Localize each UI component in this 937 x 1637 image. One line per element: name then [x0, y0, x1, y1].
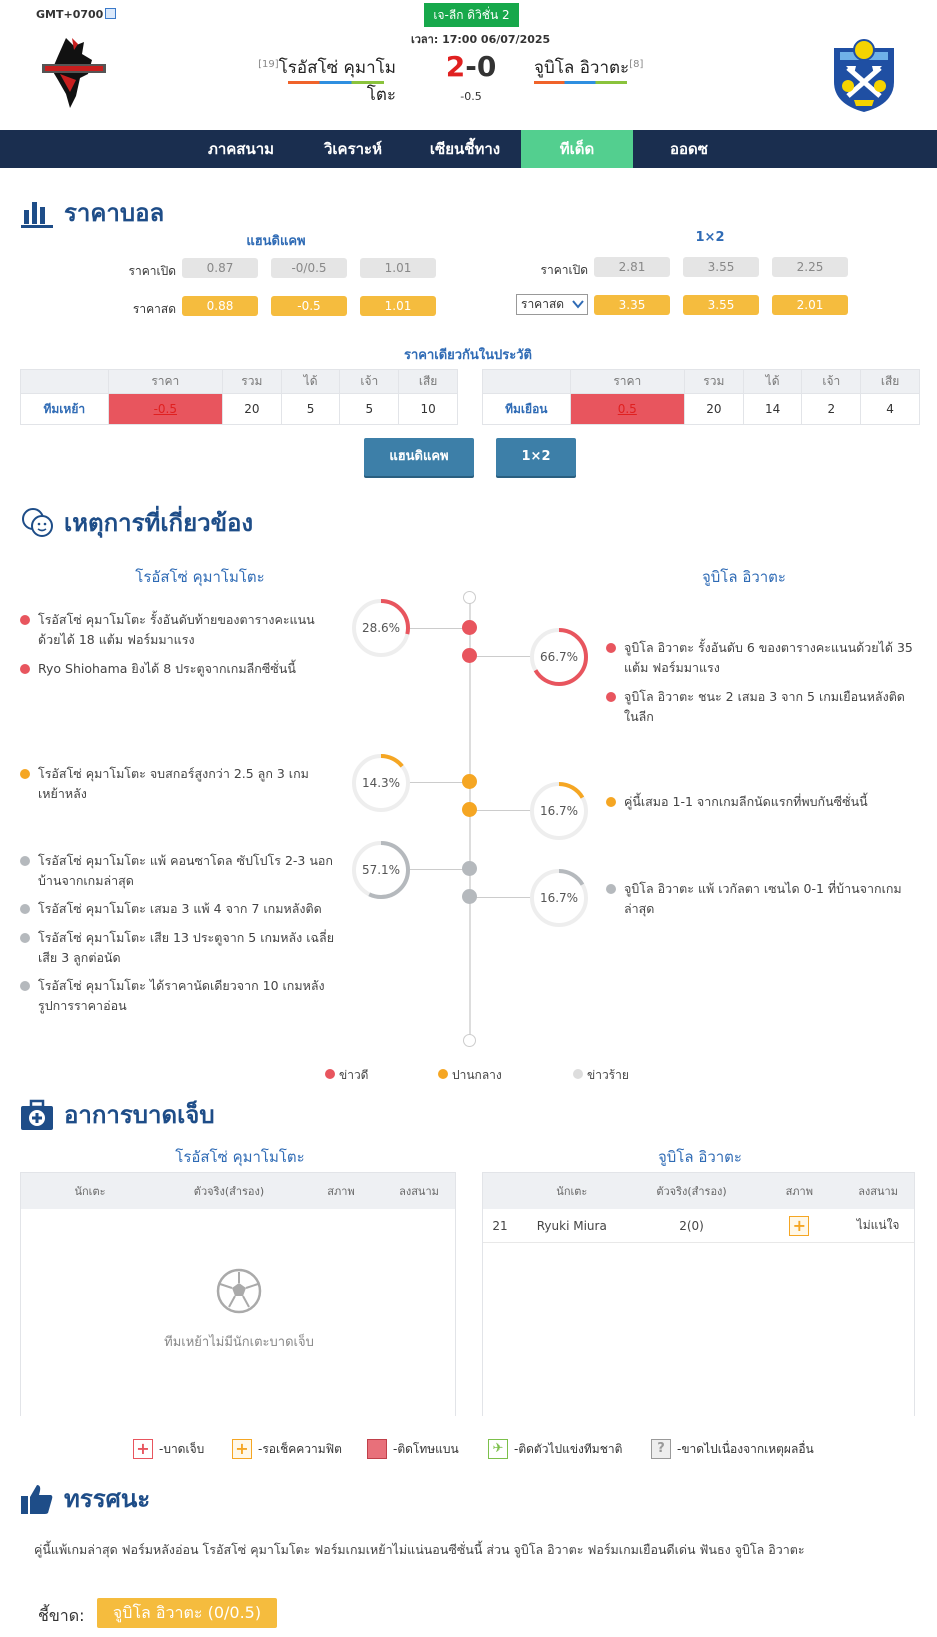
timeline-end-dot	[463, 1034, 476, 1047]
history-col-price: ราคา	[108, 370, 222, 394]
history-col-team	[21, 370, 109, 394]
x12-open-draw: 3.55	[683, 257, 759, 277]
event-item: คู่นี้เสมอ 1-1 จากเกมลีกนัดแรกที่พบกันซีซั่นนี้	[606, 792, 916, 812]
tab-odds[interactable]: ออดซ	[670, 140, 708, 158]
key-suspended: -ติดโทษแบน	[367, 1439, 459, 1459]
tip-label: ชี้ขาด:	[38, 1606, 85, 1625]
timeline-dot-bad	[462, 889, 477, 904]
history-price-link[interactable]: 0.5	[570, 394, 684, 425]
event-item: โรอัสโซ่ คุมาโมโตะ รั้งอันดับท้ายของตารางคะแนนด้วยได้ 18 แต้ม ฟอร์มมาแรง	[20, 610, 335, 650]
injury-home-name: โรอัสโซ่ คุมาโมโตะ	[175, 1148, 305, 1166]
bad-dot	[20, 933, 30, 943]
away-team-logo[interactable]	[826, 38, 902, 114]
bad-dot	[20, 856, 30, 866]
tab-analysis[interactable]: วิเคราะห์	[323, 140, 382, 158]
history-team: ทีมเยือน	[483, 394, 571, 425]
events-section-title: เหตุการที่เกี่ยวข้อง	[20, 503, 253, 542]
home-team-logo[interactable]	[36, 34, 112, 110]
history-subtitle: ราคาเดียวกันในประวัติ	[403, 348, 533, 363]
bad-dot	[573, 1069, 583, 1079]
medical-kit-icon	[20, 1098, 54, 1132]
history-lose: 4	[861, 394, 920, 425]
history-col-price: ราคา	[570, 370, 684, 394]
neutral-dot	[606, 797, 616, 807]
opinion-text: คู่นี้แพ้เกมล่าสุด ฟอร์มหลังอ่อน โรอัสโซ่ คุมาโมโตะ ฟอร์มเกมเหย้าไม่แน่นอนซีซั่นนี้ ส่วน จูบิโล อิวาตะ ฟอร์มเกมเยือนดีเด่น ฟันธง จูบิโล อิวาตะ	[34, 1542, 805, 1557]
fitness-check-icon: +	[789, 1216, 809, 1236]
no-injury-message: ทีมเหย้าไม่มีนักเตะบาดเจ็บ	[164, 1335, 314, 1350]
history-team: ทีมเหย้า	[21, 394, 109, 425]
x12-live-draw: 3.55	[683, 295, 759, 315]
timeline-dot-good	[462, 620, 477, 635]
hcp-open-away: 1.01	[360, 258, 436, 278]
main-nav	[0, 130, 937, 168]
injured-icon: +	[133, 1439, 153, 1459]
x12-live-home: 3.35	[594, 295, 670, 315]
table-row	[483, 394, 920, 425]
hcp-live-away: 1.01	[360, 296, 436, 316]
thumbs-up-icon	[20, 1482, 54, 1516]
x12-open-away: 2.25	[772, 257, 848, 277]
event-item: จูบิโล อิวาตะ รั้งอันดับ 6 ของตารางคะแนนด้วยได้ 35 แต้ม ฟอร์มมาแรง	[606, 638, 916, 678]
col-play: ลงสนาม	[858, 1185, 898, 1198]
ring-label: 66.7%	[539, 650, 579, 664]
plane-icon: ✈	[488, 1439, 508, 1459]
tab-expert[interactable]: เซียนชี้ทาง	[429, 140, 501, 158]
history-col-total: รวม	[684, 370, 743, 394]
col-apps: ตัวจริง(สำรอง)	[193, 1185, 265, 1198]
history-col-draw: เจ้า	[802, 370, 861, 394]
history-table-away	[482, 369, 920, 425]
event-item: โรอัสโซ่ คุมาโมโตะ เสีย 13 ประตูจาก 5 เกมหลัง เฉลี่ยเสีย 3 ลูกต่อนัด	[20, 928, 335, 968]
timezone-selector[interactable]: GMT+0700	[36, 8, 116, 21]
question-icon: ?	[651, 1439, 671, 1459]
table-header	[21, 1173, 455, 1209]
x12-open-label: ราคาเปิด	[540, 263, 588, 277]
col-player: นักเตะ	[556, 1185, 588, 1198]
col-apps: ตัวจริง(สำรอง)	[656, 1185, 727, 1198]
x12-price-select[interactable]: ราคาสด	[516, 294, 588, 315]
hcp-open-label: ราคาเปิด	[128, 264, 176, 278]
history-col-win: ได้	[281, 370, 340, 394]
player-apps: 2(0)	[679, 1218, 704, 1233]
good-dot	[20, 664, 30, 674]
history-draw: 2	[802, 394, 861, 425]
x12-open-home: 2.81	[594, 257, 670, 277]
event-item: โรอัสโซ่ คุมาโมโตะ แพ้ คอนซาโดล ซัปโปโร 2-3 นอกบ้านจากเกมล่าสุด	[20, 851, 335, 891]
tab-field[interactable]: ภาคสนาม	[207, 140, 275, 158]
key-other-reason: ? -ขาดไปเนื่องจากเหตุผลอื่น	[651, 1439, 814, 1459]
ring-label: 16.7%	[539, 891, 579, 905]
col-play: ลงสนาม	[399, 1185, 439, 1198]
event-item: จูบิโล อิวาตะ แพ้ เวกัลตา เซนได 0-1 ที่บ้านจากเกมล่าสุด	[606, 879, 916, 919]
ring-label: 14.3%	[361, 776, 401, 790]
handicap-value: -0.5	[460, 90, 482, 103]
x12-button[interactable]: 1×2	[496, 438, 576, 476]
key-injured: + -บาดเจ็บ	[133, 1439, 204, 1459]
good-dot	[20, 615, 30, 625]
history-col-team	[483, 370, 571, 394]
hcp-live-line: -0.5	[271, 296, 347, 316]
injuries-section-title: อาการบาดเจ็บ	[20, 1095, 215, 1134]
event-item: จูบิโล อิวาตะ ชนะ 2 เสมอ 3 จาก 5 เกมเยือนหลังติดในลีก	[606, 687, 916, 727]
x12-subtitle: 1×2	[695, 230, 725, 245]
player-name[interactable]: Ryuki Miura	[536, 1218, 607, 1233]
football-icon	[215, 1267, 263, 1315]
ring-label: 28.6%	[361, 621, 401, 635]
bad-dot	[20, 981, 30, 991]
legend-neutral: ปานกลาง	[438, 1066, 502, 1085]
injury-table-home	[20, 1172, 456, 1416]
event-item: โรอัสโซ่ คุมาโมโตะ ได้ราคานัดเดียวจาก 10 เกมหลัง รูปการราคาอ่อน	[20, 976, 335, 1016]
ring-label: 16.7%	[539, 804, 579, 818]
connector-line	[476, 656, 531, 657]
hcp-open-line: -0/0.5	[271, 258, 347, 278]
player-play: ไม่แน่ใจ	[856, 1218, 900, 1232]
events-home-name: โรอัสโซ่ คุมาโมโตะ	[135, 568, 265, 586]
handicap-subtitle: แฮนดิแคพ	[246, 234, 306, 249]
match-header	[0, 0, 937, 130]
history-total: 20	[684, 394, 743, 425]
ring-label: 57.1%	[361, 863, 401, 877]
key-national-team: ✈ -ติดตัวไปแข่งทีมชาติ	[488, 1439, 622, 1459]
event-item: โรอัสโซ่ คุมาโมโตะ เสมอ 3 แพ้ 4 จาก 7 เกมหลังติด	[20, 899, 335, 919]
x12-live-away: 2.01	[772, 295, 848, 315]
legend-bad: ข่าวร้าย	[573, 1066, 629, 1085]
timeline-start-dot	[463, 591, 476, 604]
table-row	[21, 394, 458, 425]
timeline-dot-neutral	[462, 774, 477, 789]
history-total: 20	[222, 394, 281, 425]
injury-away-name: จูบิโล อิวาตะ	[658, 1148, 742, 1166]
history-table-home	[20, 369, 458, 425]
odds-section-title: ราคาบอล	[20, 193, 164, 232]
connector-line	[476, 897, 531, 898]
col-status: สภาพ	[327, 1185, 355, 1198]
tab-tips[interactable]: ทีเด็ด	[521, 130, 633, 168]
player-number: 21	[492, 1218, 508, 1233]
neutral-dot	[20, 769, 30, 779]
neutral-dot	[438, 1069, 448, 1079]
history-col-total: รวม	[222, 370, 281, 394]
key-fitness: + -รอเช็คความฟิต	[232, 1439, 342, 1459]
timeline-dot-good	[462, 648, 477, 663]
table-row	[483, 1209, 914, 1243]
tip-badge: จูบิโล อิวาตะ (0/0.5)	[97, 1598, 277, 1628]
good-dot	[325, 1069, 335, 1079]
home-color-bar	[288, 81, 384, 84]
history-win: 5	[281, 394, 340, 425]
timeline-axis	[469, 598, 471, 1041]
history-price-link[interactable]: -0.5	[108, 394, 222, 425]
history-lose: 10	[399, 394, 458, 425]
hcp-live-home: 0.88	[182, 296, 258, 316]
connector-line	[476, 810, 531, 811]
hcp-live-label: ราคาสด	[132, 302, 176, 316]
history-win: 14	[743, 394, 802, 425]
bar-chart-icon	[20, 196, 54, 230]
away-color-bar	[534, 81, 627, 84]
good-dot	[606, 692, 616, 702]
away-team-name[interactable]: จูบิโล อิวาตะ[8]	[534, 58, 644, 78]
injury-table-away	[482, 1172, 915, 1416]
opinion-section-title: ทรรศนะ	[20, 1479, 150, 1518]
handicap-button[interactable]: แฮนดิแคพ	[364, 438, 474, 476]
league-badge[interactable]: เจ-ลีก ดิวิชั่น 2	[424, 3, 519, 27]
bad-dot	[20, 904, 30, 914]
legend-good: ข่าวดี	[325, 1066, 368, 1085]
table-header	[483, 1173, 914, 1209]
timeline-dot-bad	[462, 861, 477, 876]
match-time: เวลา: 17:00 06/07/2025	[411, 33, 551, 46]
suspended-icon	[367, 1439, 387, 1459]
history-col-lose: เสีย	[399, 370, 458, 394]
event-item: โรอัสโซ่ คุมาโมโตะ จบสกอร์สูงกว่า 2.5 ลูก 3 เกมเหย้าหลัง	[20, 764, 335, 804]
status-cell	[756, 1216, 842, 1236]
scoreline: 2-0	[445, 50, 497, 83]
history-col-draw: เจ้า	[340, 370, 399, 394]
chat-faces-icon	[20, 506, 54, 540]
chevron-down-icon	[572, 298, 584, 310]
col-player: นักเตะ	[74, 1185, 106, 1198]
history-col-win: ได้	[743, 370, 802, 394]
home-team-name[interactable]: [19]โรอัสโซ่ คุมาโมโตะ	[258, 58, 396, 105]
bad-dot	[606, 884, 616, 894]
fitness-icon: +	[232, 1439, 252, 1459]
history-col-lose: เสีย	[861, 370, 920, 394]
event-item: Ryo Shiohama ยิงได้ 8 ประตูจากเกมลีกซีซั่นนี้	[20, 659, 335, 679]
hcp-open-home: 0.87	[182, 258, 258, 278]
timeline-dot-neutral	[462, 802, 477, 817]
history-draw: 5	[340, 394, 399, 425]
events-away-name: จูบิโล อิวาตะ	[702, 568, 786, 586]
chart-icon	[105, 8, 116, 19]
good-dot	[606, 643, 616, 653]
col-status: สภาพ	[785, 1185, 813, 1198]
